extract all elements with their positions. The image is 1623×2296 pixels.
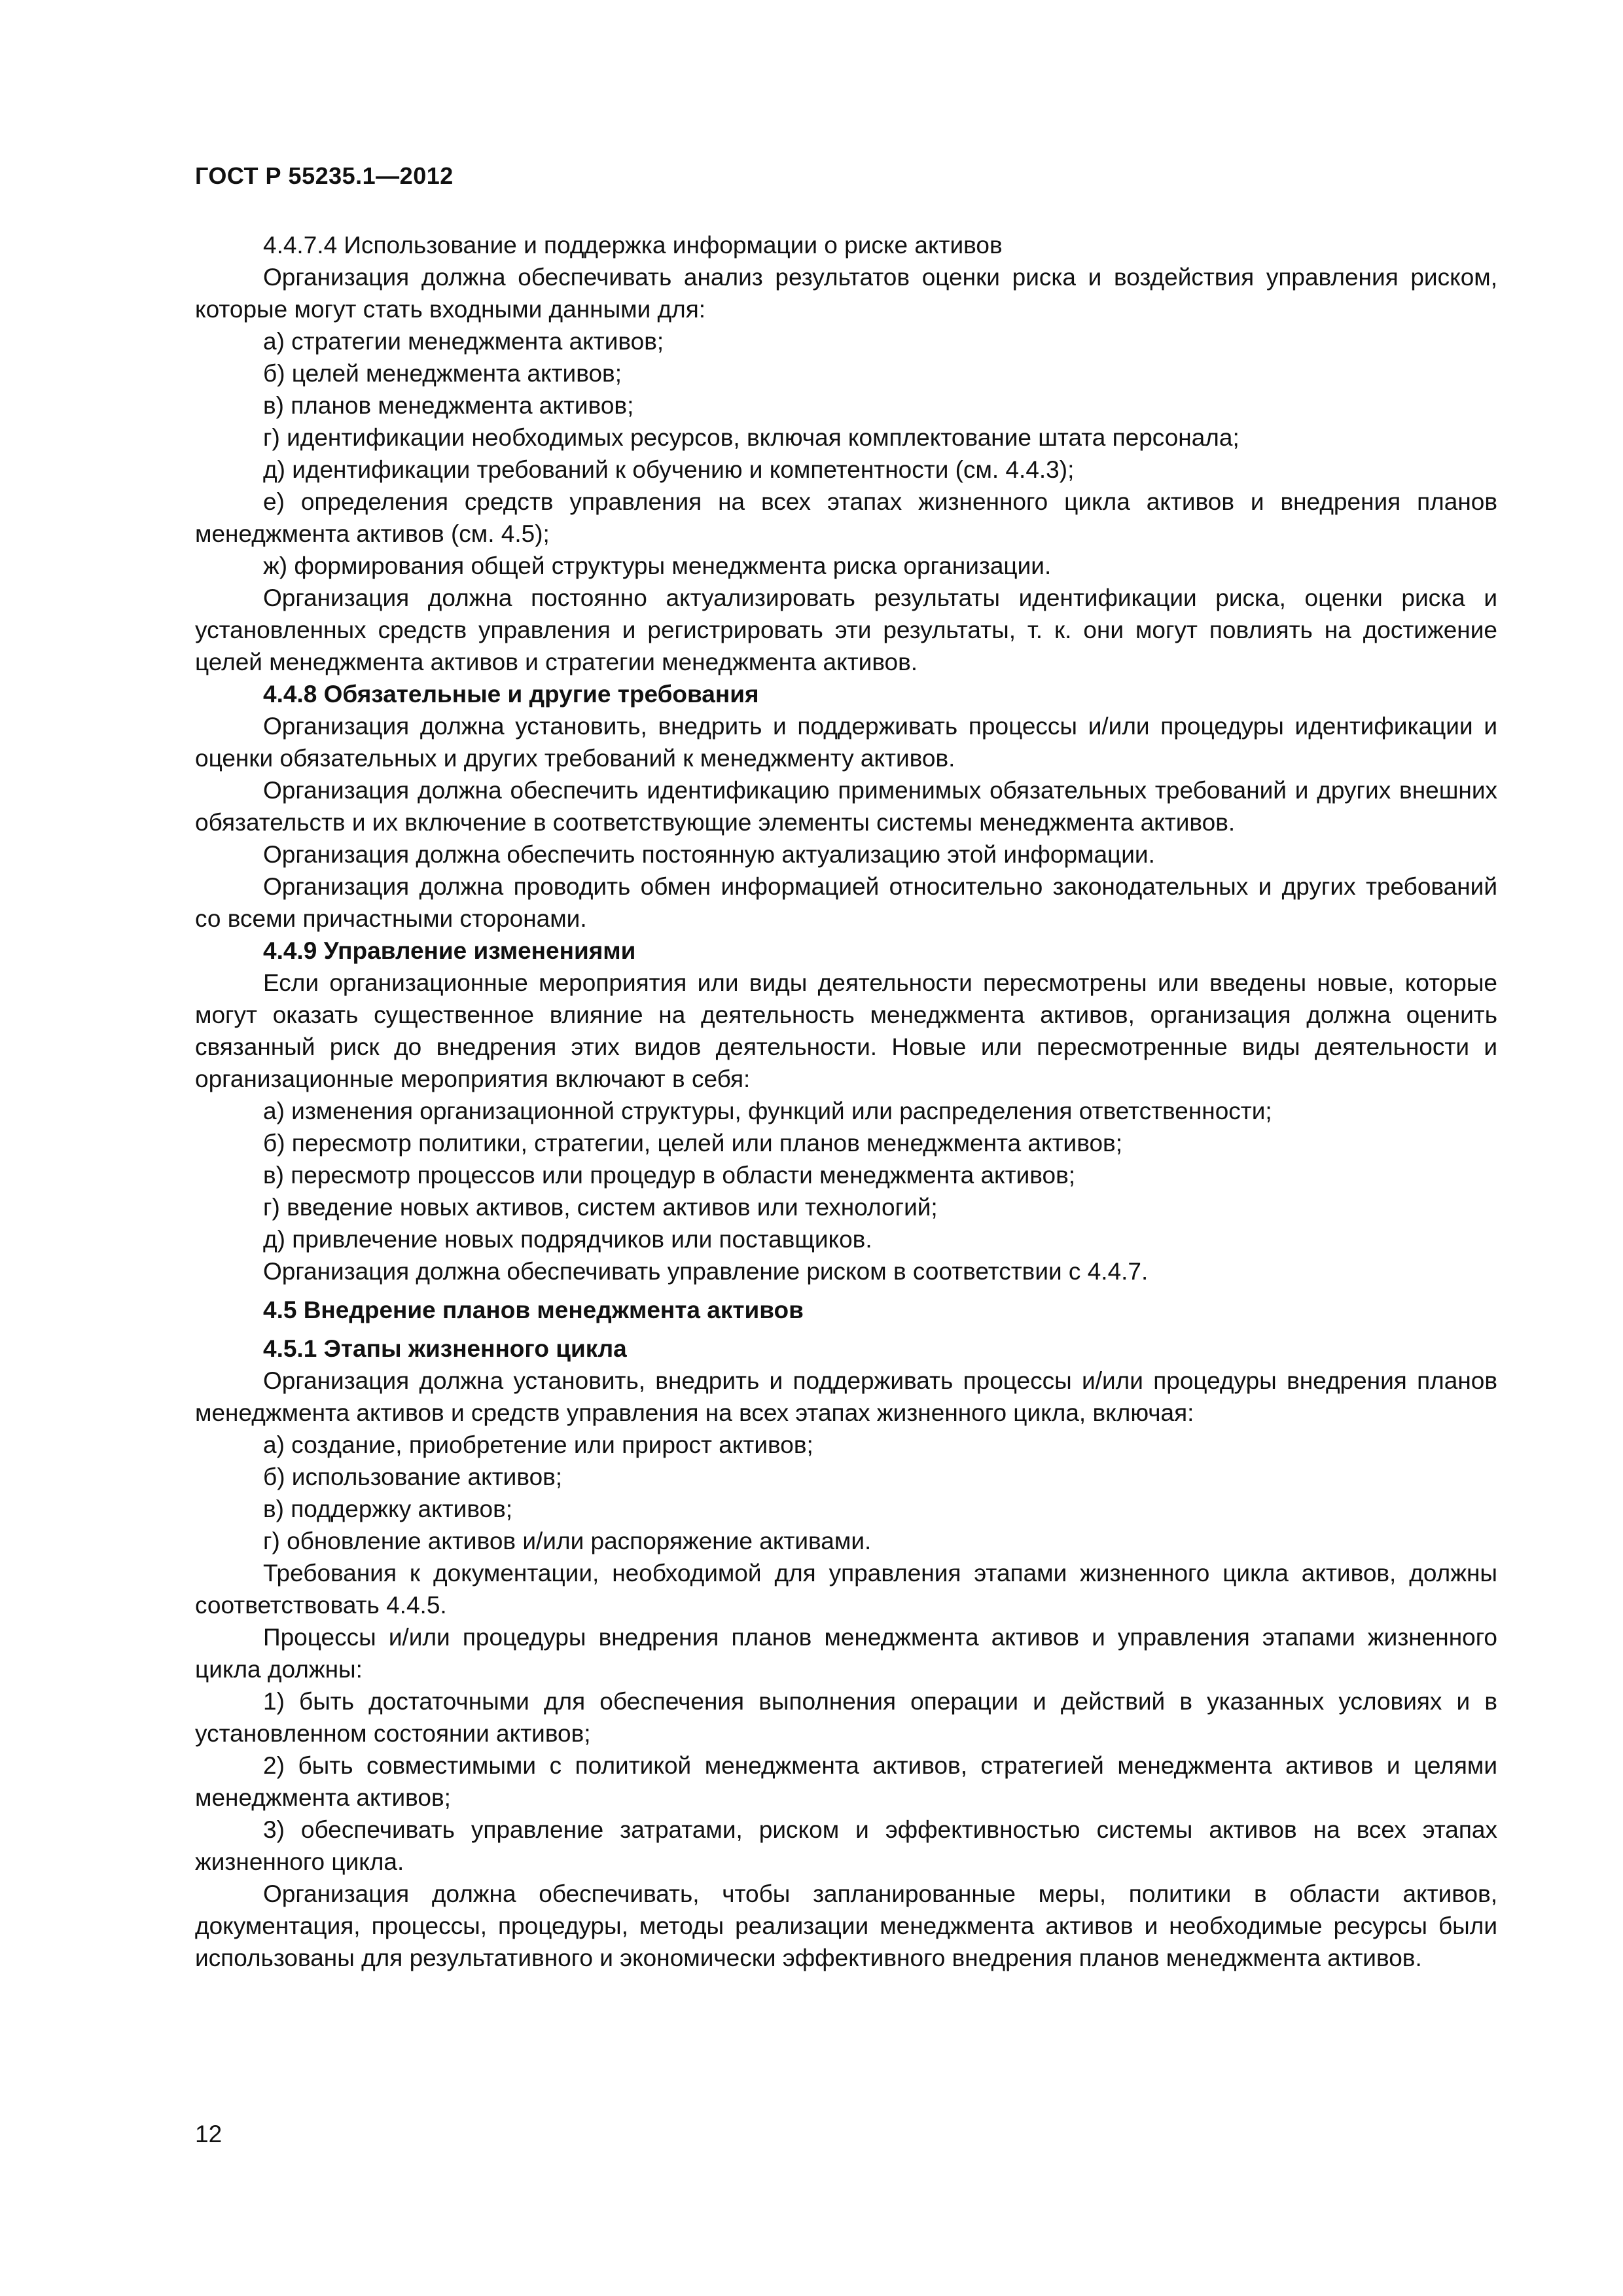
- paragraph: Организация должна обеспечивать управление риском в соответствии с 4.4.7.: [263, 1258, 1149, 1285]
- list-item: в) планов менеджмента активов;: [263, 392, 634, 419]
- list-item: 3) обеспечивать управление затратами, риском и эффективностью системы активов на всех этапах жизненного цикла.: [195, 1816, 1497, 1875]
- section-heading: 4.4.9 Управление изменениями: [263, 937, 636, 964]
- paragraph: Организация должна установить, внедрить и поддерживать процессы и/или процедуры внедрения планов менеджмента активов и средств управления на всех этапах жизненного цикла, включая:: [195, 1367, 1497, 1426]
- list-item: в) пересмотр процессов или процедур в области менеджмента активов;: [263, 1162, 1076, 1189]
- paragraph: Если организационные мероприятия или виды деятельности пересмотрены или введены новые, которые могут оказать существенное влияние на деятельность менеджмента активов, организация должна оценить связанный риск до внедрения этих видов деятельности. Новые или пересмотренные виды деятельности и организационные мероприятия включают в себя:: [195, 969, 1497, 1092]
- paragraph: Организация должна проводить обмен информацией относительно законодательных и других требований со всеми причастными сторонами.: [195, 873, 1497, 932]
- list-item: г) идентификации необходимых ресурсов, включая комплектование штата персонала;: [263, 424, 1240, 451]
- list-item: 2) быть совместимыми с политикой менеджмента активов, стратегией менеджмента активов и целями менеджмента активов;: [195, 1752, 1497, 1811]
- list-item: д) идентификации требований к обучению и компетентности (см. 4.4.3);: [263, 456, 1075, 483]
- document-header: ГОСТ Р 55235.1—2012: [195, 162, 454, 189]
- list-item: а) стратегии менеджмента активов;: [263, 328, 664, 355]
- document-body: [195, 229, 1497, 1974]
- list-item: б) использование активов;: [263, 1463, 563, 1490]
- paragraph: Организация должна обеспечивать, чтобы запланированные меры, политики в области активов, документация, процессы, процедуры, методы реализации менеджмента активов и необходимые ресурсы были использованы для результативного и экономически эффективного внедрения планов менеджмента активов.: [195, 1880, 1497, 1971]
- section-heading: 4.5.1 Этапы жизненного цикла: [263, 1335, 627, 1362]
- paragraph: Организация должна обеспечить постоянную актуализацию этой информации.: [263, 841, 1155, 868]
- list-item: 1) быть достаточными для обеспечения выполнения операции и действий в указанных условиях и в установленном состоянии активов;: [195, 1688, 1497, 1747]
- paragraph: Организация должна установить, внедрить и поддерживать процессы и/или процедуры идентификации и оценки обязательных и других требований к менеджменту активов.: [195, 713, 1497, 772]
- list-item: а) создание, приобретение или прирост активов;: [263, 1431, 813, 1458]
- list-item: г) введение новых активов, систем активов или технологий;: [263, 1194, 938, 1221]
- paragraph: Процессы и/или процедуры внедрения планов менеджмента активов и управления этапами жизненного цикла должны:: [195, 1624, 1497, 1683]
- section-heading: 4.4.8 Обязательные и другие требования: [263, 681, 759, 708]
- paragraph: Организация должна обеспечить идентификацию применимых обязательных требований и других внешних обязательств и их включение в соответствующие элементы системы менеджмента активов.: [195, 777, 1497, 836]
- list-item: ж) формирования общей структуры менеджмента риска организации.: [263, 552, 1052, 579]
- list-item: в) поддержку активов;: [263, 1496, 513, 1522]
- list-item: а) изменения организационной структуры, функций или распределения ответственности;: [263, 1098, 1272, 1124]
- list-item: д) привлечение новых подрядчиков или поставщиков.: [263, 1226, 872, 1253]
- paragraph: 4.4.7.4 Использование и поддержка информации о риске активов: [263, 232, 1003, 259]
- paragraph: Организация должна обеспечивать анализ результатов оценки риска и воздействия управления риском, которые могут стать входными данными для:: [195, 264, 1497, 323]
- list-item: б) целей менеджмента активов;: [263, 360, 622, 387]
- paragraph: Организация должна постоянно актуализировать результаты идентификации риска, оценки риска и установленных средств управления и регистрировать эти результаты, т. к. они могут повлиять на достижение целей менеджмента активов и стратегии менеджмента активов.: [195, 584, 1497, 675]
- page-number: 12: [195, 2121, 223, 2147]
- paragraph: Требования к документации, необходимой для управления этапами жизненного цикла активов, должны соответствовать 4.4.5.: [195, 1560, 1497, 1619]
- list-item: г) обновление активов и/или распоряжение активами.: [263, 1528, 872, 1554]
- section-heading: 4.5 Внедрение планов менеджмента активов: [263, 1297, 804, 1323]
- list-item: б) пересмотр политики, стратегии, целей или планов менеджмента активов;: [263, 1130, 1122, 1157]
- list-item: е) определения средств управления на всех этапах жизненного цикла активов и внедрения планов менеджмента активов (см. 4.5);: [195, 488, 1497, 547]
